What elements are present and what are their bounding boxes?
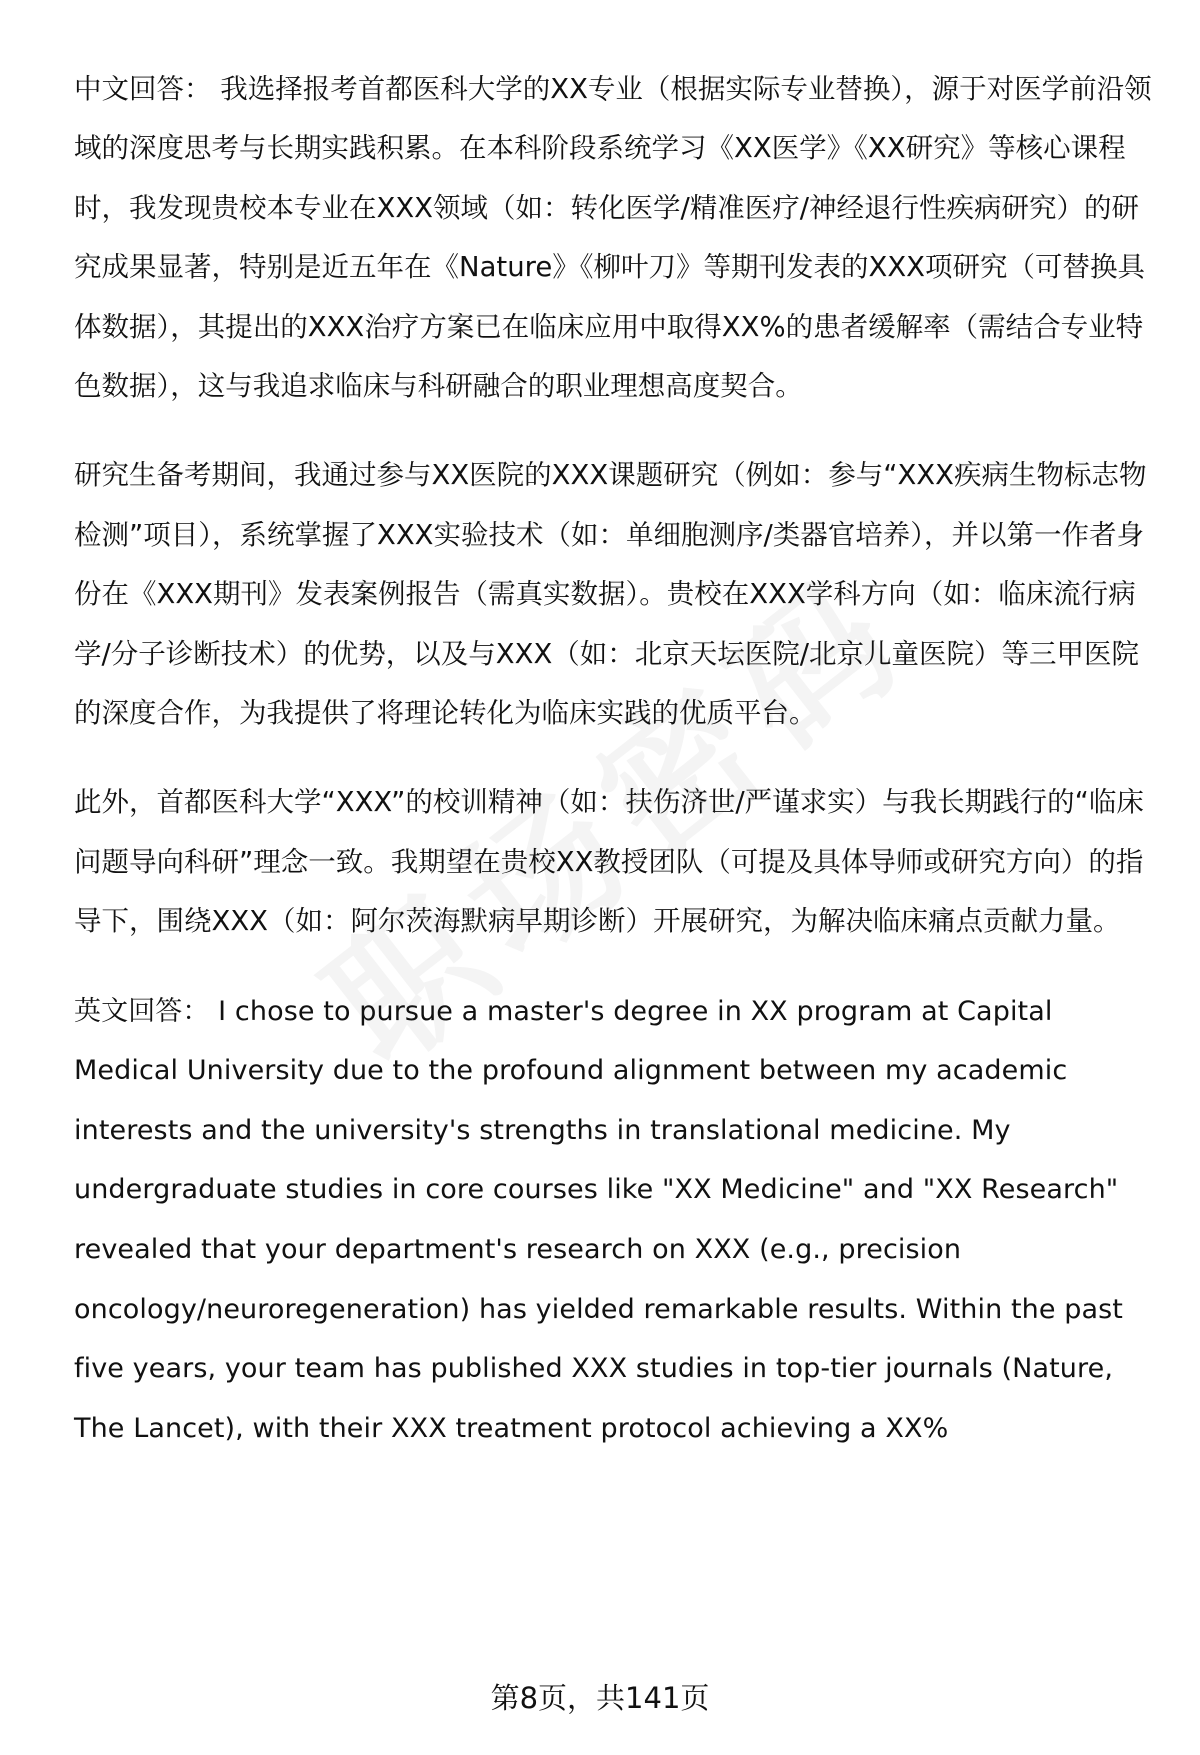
document-body	[74, 60, 1159, 1488]
paragraph-chinese-answer-3: 此外，首都医科大学“XXX”的校训精神（如：扶伤济世/严谨求实）与我长期践行的“临床问题导向科研”理念一致。我期望在贵校XX教授团队（可提及具体导师或研究方向）的指导下，围绕XXX（如：阿尔茨海默病早期诊断）开展研究，为解决临床痛点贡献力量。	[74, 786, 1144, 938]
paragraph-chinese-answer-2: 研究生备考期间，我通过参与XX医院的XXX课题研究（例如：参与“XXX疾病生物标志物检测”项目），系统掌握了XXX实验技术（如：单细胞测序/类器官培养），并以第一作者身份在《XXX期刊》发表案例报告（需真实数据）。贵校在XXX学科方向（如：临床流行病学/分子诊断技术）的优势，以及与XXX（如：北京天坛医院/北京儿童医院）等三甲医院的深度合作，为我提供了将理论转化为临床实践的优质平台。	[74, 459, 1147, 730]
paragraph-english-answer: 英文回答： I chose to pursue a master's degree in XX program at Capital Medical University due to the profound alignment between my academic interests and the university's strengths in translational medicine. My undergraduate studies in core courses like "XX Medicine" and "XX Research" revealed that your department's research on XXX (e.g., precision oncology/neuroregeneration) has yielded remarkable results. Within the past five years, your team has published XXX studies in top-tier journals (Nature, The Lancet), with their XXX treatment protocol achieving a XX%	[74, 995, 1123, 1444]
page-number-footer: 第8页，共141页	[490, 1681, 710, 1715]
paragraph-chinese-answer-1: 中文回答： 我选择报考首都医科大学的XX专业（根据实际专业替换），源于对医学前沿领域的深度思考与长期实践积累。在本科阶段系统学习《XX医学》《XX研究》等核心课程时，我发现贵校本专业在XXX领域（如：转化医学/精准医疗/神经退行性疾病研究）的研究成果显著，特别是近五年在《Nature》《柳叶刀》等期刊发表的XXX项研究（可替换具体数据），其提出的XXX治疗方案已在临床应用中取得XX%的患者缓解率（需结合专业特色数据），这与我追求临床与科研融合的职业理想高度契合。	[74, 73, 1152, 403]
